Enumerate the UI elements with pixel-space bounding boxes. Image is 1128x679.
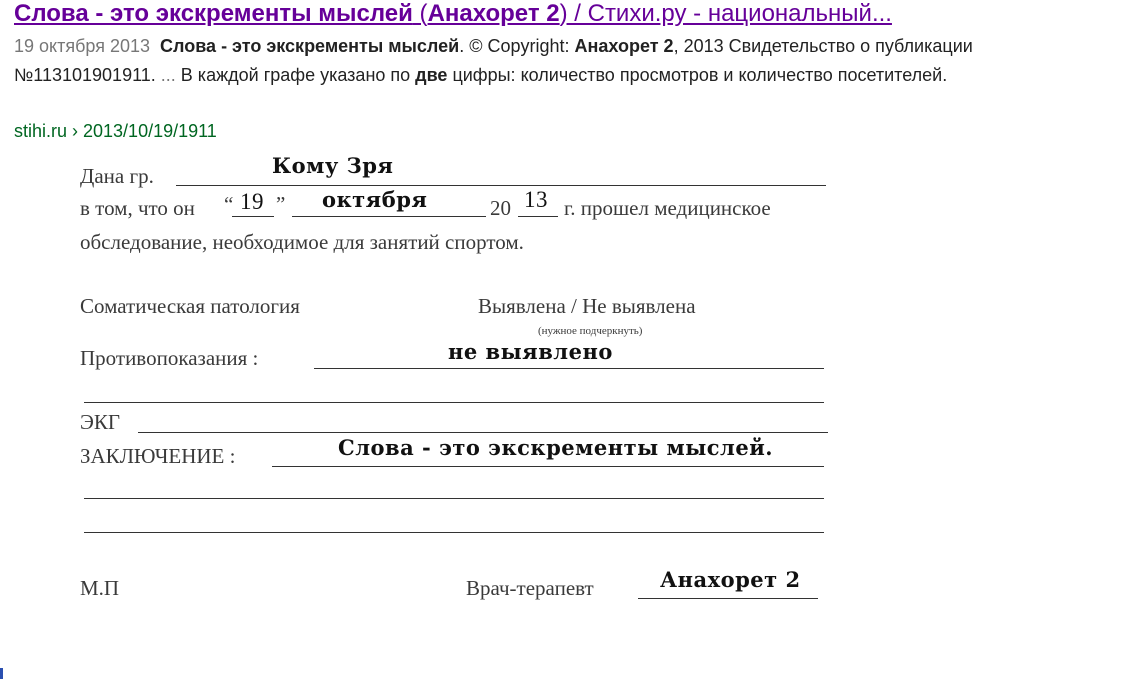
title-bold-part-2: Анахорет 2 [427, 0, 560, 27]
day-underline [232, 216, 274, 217]
title-plain-part-1: ( [412, 0, 428, 27]
label-stamp: М.П [80, 576, 120, 600]
name-underline [176, 185, 826, 186]
year-underline [518, 216, 558, 217]
handwritten-doctor-signature: Анахорет 2 [660, 567, 801, 592]
result-title-link[interactable] [14, 0, 892, 28]
snippet-text-4: цифры: количество просмотров и количество посетителей. [447, 65, 948, 85]
quote-close: ” [276, 192, 286, 216]
label-underline-needed: (нужное подчеркнуть) [538, 325, 643, 337]
quote-open: “ [224, 192, 234, 216]
label-given: Дана гр. [80, 164, 154, 188]
contraindications-underline [314, 368, 824, 369]
ecg-underline [138, 432, 828, 433]
label-doctor: Врач-терапевт [466, 576, 594, 600]
result-url[interactable]: stihi.ru › 2013/10/19/1911 [14, 121, 217, 141]
snippet-bold-1: Слова - это экскременты мыслей [160, 36, 460, 56]
handwritten-day: 19 [240, 189, 264, 214]
label-that: в том, что он [80, 196, 195, 220]
month-underline [292, 216, 486, 217]
label-found-not-found: Выявлена / Не выявлена [478, 294, 696, 318]
label-contraindications: Противопоказания : [80, 346, 259, 370]
handwritten-year: 13 [524, 187, 548, 212]
conclusion-extra-line-2 [84, 532, 824, 533]
page-edge-marker [0, 668, 3, 679]
contraindications-extra-line [84, 402, 824, 403]
label-somatic: Соматическая патология [80, 294, 300, 318]
snippet-text-1: . © Copyright: [459, 36, 575, 56]
label-exam: обследование, необходимое для занятий спортом. [80, 230, 524, 254]
handwritten-contraindications: не выявлено [448, 339, 613, 364]
medical-certificate-form [60, 148, 860, 618]
snippet-bold-2: Анахорет 2 [574, 36, 674, 56]
conclusion-extra-line-1 [84, 498, 824, 499]
handwritten-name: Кому Зря [272, 153, 394, 178]
handwritten-conclusion: Слова - это экскременты мыслей. [338, 435, 774, 460]
title-plain-part-2: ) / Стихи.ру - национальный... [559, 0, 892, 27]
conclusion-underline [272, 466, 824, 467]
result-date: 19 октября 2013 [14, 36, 151, 56]
doctor-underline [638, 598, 818, 599]
year-prefix: 20 [490, 196, 511, 220]
handwritten-month: октября [322, 187, 428, 212]
title-bold-part-1: Слова - это экскременты мыслей [14, 0, 413, 27]
snippet-text-3: В каждой графе указано по [175, 65, 416, 85]
snippet-text-2: , 2013 Свидетельство о публикации №113101901911. [14, 36, 973, 85]
snippet-bold-3: две [415, 65, 448, 85]
label-ecg: ЭКГ [80, 410, 121, 434]
result-snippet [14, 32, 1114, 90]
label-conclusion: ЗАКЛЮЧЕНИЕ : [80, 444, 236, 468]
label-passed: г. прошел медицинское [564, 196, 771, 220]
snippet-ellipsis: ... [160, 65, 176, 85]
